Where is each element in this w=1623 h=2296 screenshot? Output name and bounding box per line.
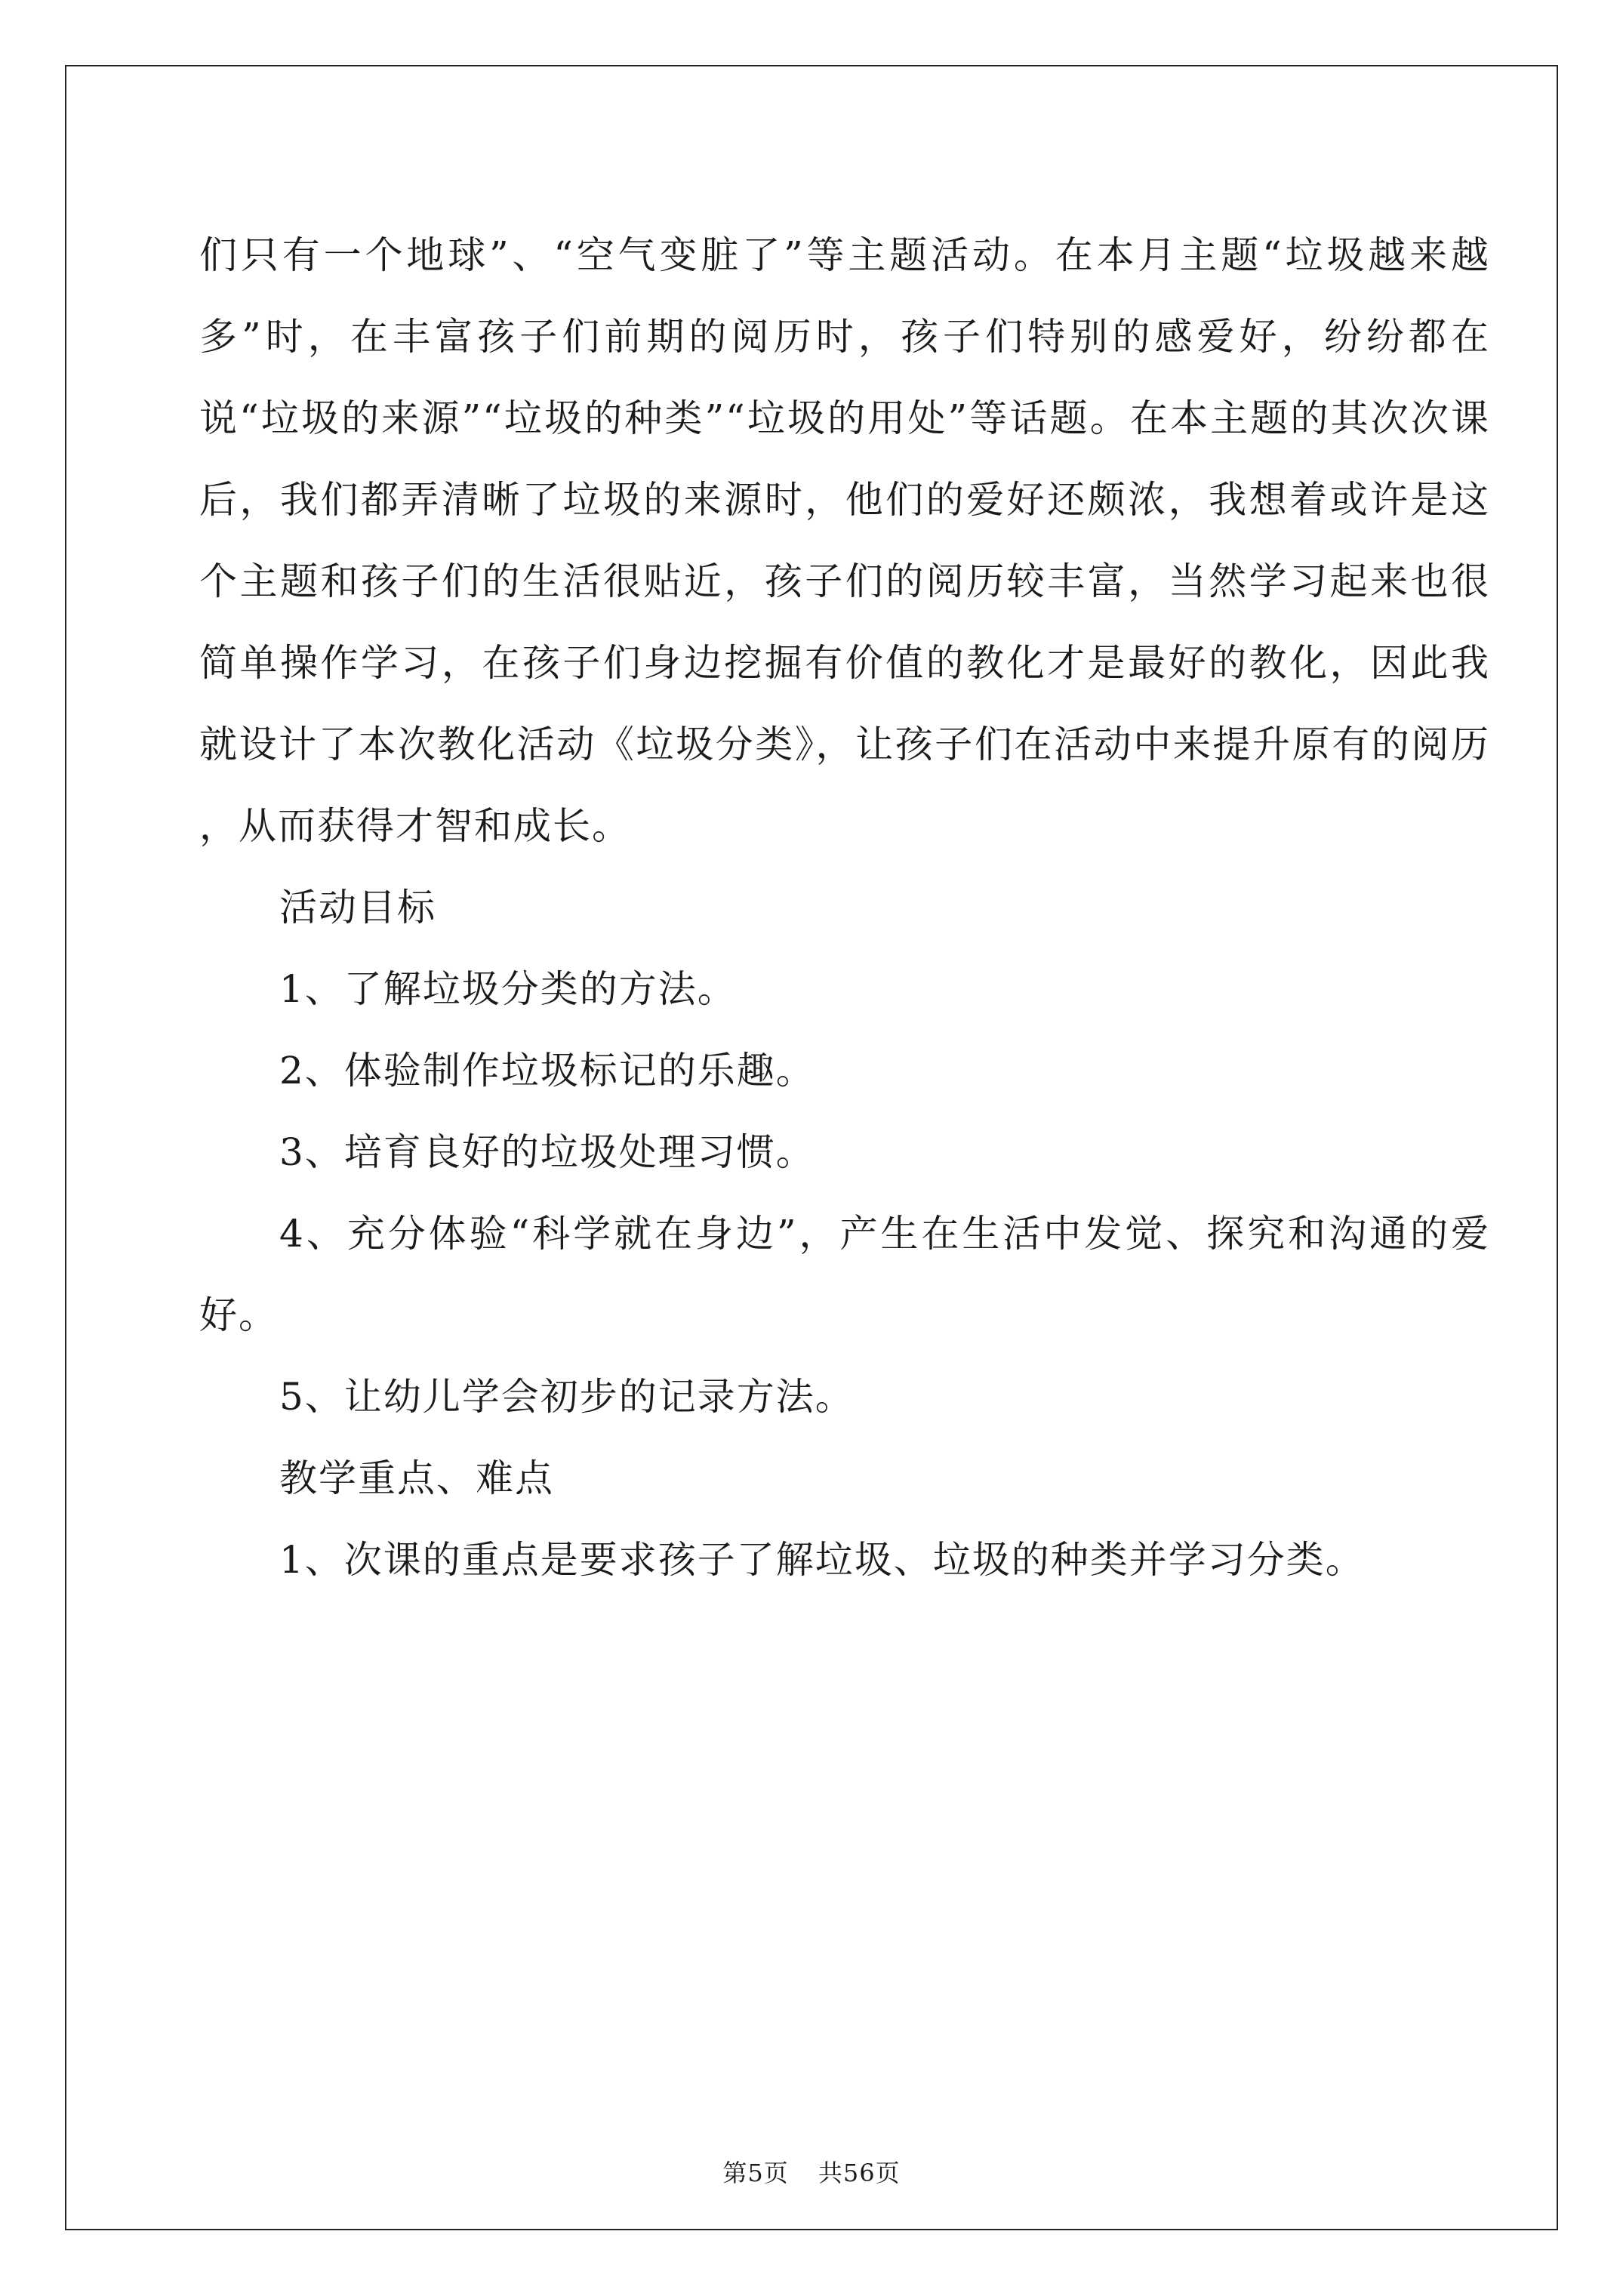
goal-item-3: 3、培育良好的垃圾处理习惯。 (279, 1130, 815, 1174)
goal-item-2: 2、体验制作垃圾标记的乐趣。 (279, 1049, 815, 1093)
heading-key-points: 教学重点、难点 (279, 1456, 554, 1500)
page-footer (0, 2158, 1623, 2188)
paragraph-intro: 们只有一个地球”、“空气变脏了”等主题活动。在本月主题“垃圾越来越多”时，在丰富孩子们前期的阅历时，孩子们特别的感爱好，纷纷都在说“垃圾的来源”“垃圾的种类”“垃圾的用处”等话题。在本主题的其次次课后，我们都弄清晰了垃圾的来源时，他们的爱好还颇浓，我想着或许是这个主题和孩子们的生活很贴近，孩子们的阅历较丰富，当然学习起来也很简单操作学习，在孩子们身边挖掘有价值的教化才是最好的教化，因此我就设计了本次教化活动《垃圾分类》，让孩子们在活动中来提升原有的阅历 ，从而获得才智和成长。 (199, 233, 1490, 848)
page-total: 共56页 (818, 2159, 901, 2187)
key-point-item-1: 1、次课的重点是要求孩子了解垃圾、垃圾的种类并学习分类。 (279, 1538, 1365, 1582)
heading-activity-goals: 活动目标 (279, 886, 436, 929)
document-body (199, 214, 1490, 1601)
goal-item-1: 1、了解垃圾分类的方法。 (279, 967, 737, 1011)
goal-item-4: 4、充分体验“科学就在身边”，产生在生活中发觉、探究和沟通的爱好。 (199, 1212, 1490, 1337)
page-number: 第5页 (722, 2159, 789, 2187)
goal-item-5: 5、让幼儿学会初步的记录方法。 (279, 1375, 855, 1419)
